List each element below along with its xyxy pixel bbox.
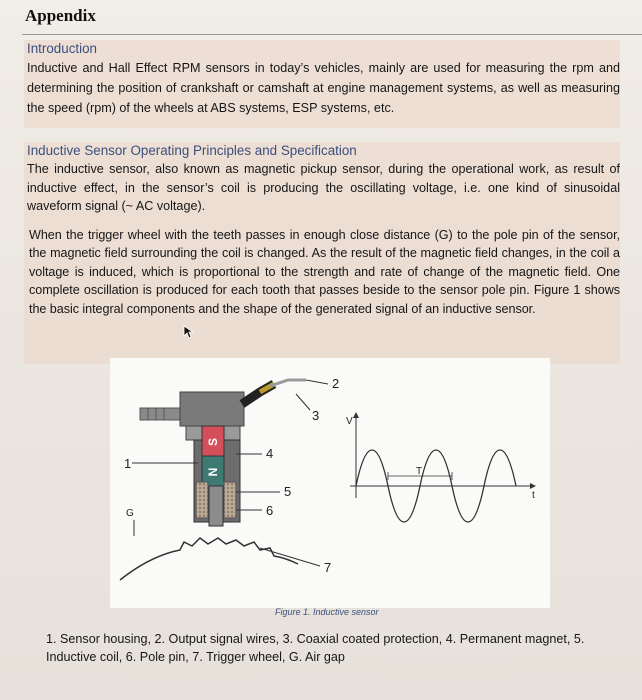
label-7: 7	[324, 560, 332, 575]
label-6: 6	[266, 503, 274, 518]
label-4: 4	[266, 446, 274, 461]
principles-section	[24, 142, 620, 364]
label-1: 1	[124, 456, 132, 471]
principles-text: The inductive sensor, also known as magnetic pickup sensor, during the operational work, as result of inductive effect, in the sensor’s coil is producing the oscillating voltage, i.e. one kind of sinusoidal waveform signal (~ AC voltage).	[27, 162, 620, 213]
label-3: 3	[312, 408, 320, 423]
label-period: T	[416, 466, 423, 477]
inductive-coil-left	[196, 482, 208, 518]
inductive-coil-right	[224, 482, 236, 518]
inductive-sensor-figure	[110, 358, 550, 608]
label-v: V	[346, 416, 353, 427]
introduction-text: Inductive and Hall Effect RPM sensors in today’s vehicles, mainly are used for measuring the rpm and determining the position of crankshaft or camshaft at engine management systems, as well as measuring the speed (rpm) of the wheels at ABS systems, ESP systems, etc.	[27, 61, 620, 115]
title-divider	[22, 34, 642, 35]
introduction-heading: Introduction	[27, 41, 97, 56]
magnet-s-label: S	[206, 437, 220, 447]
label-5: 5	[284, 484, 292, 499]
principles-text-2: When the trigger wheel with the teeth passes in enough close distance (G) to the pole pin of the sensor, the magnetic field surrounding the coil is changed. As the result of the magnetic field changes, in the coil a voltage is induced, which is proportional to the strength and rate of change of the magnetic field. One complete oscillation is produced for each tooth that passes beside to the sensor pole pin. Figure 1 shows the basic integral components and the shape of the generated signal of an inductive sensor.	[29, 227, 620, 316]
label-t: t	[532, 490, 535, 501]
label-2: 2	[332, 376, 340, 391]
figure-legend: 1. Sensor housing, 2. Output signal wires, 3. Coaxial coated protection, 4. Permanent magnet, 5. Inductive coil, 6. Pole pin, 7. Trigger wheel, G. Air gap	[46, 632, 585, 664]
principles-heading: Inductive Sensor Operating Principles and Specification	[27, 143, 357, 158]
mouse-pointer-icon	[183, 325, 195, 339]
introduction-section	[24, 40, 620, 128]
label-g: G	[126, 508, 134, 519]
figure-caption: Figure 1. Inductive sensor	[275, 607, 379, 617]
magnet-n-label: N	[206, 467, 220, 477]
appendix-title: Appendix	[25, 6, 96, 25]
pole-pin	[209, 486, 223, 526]
